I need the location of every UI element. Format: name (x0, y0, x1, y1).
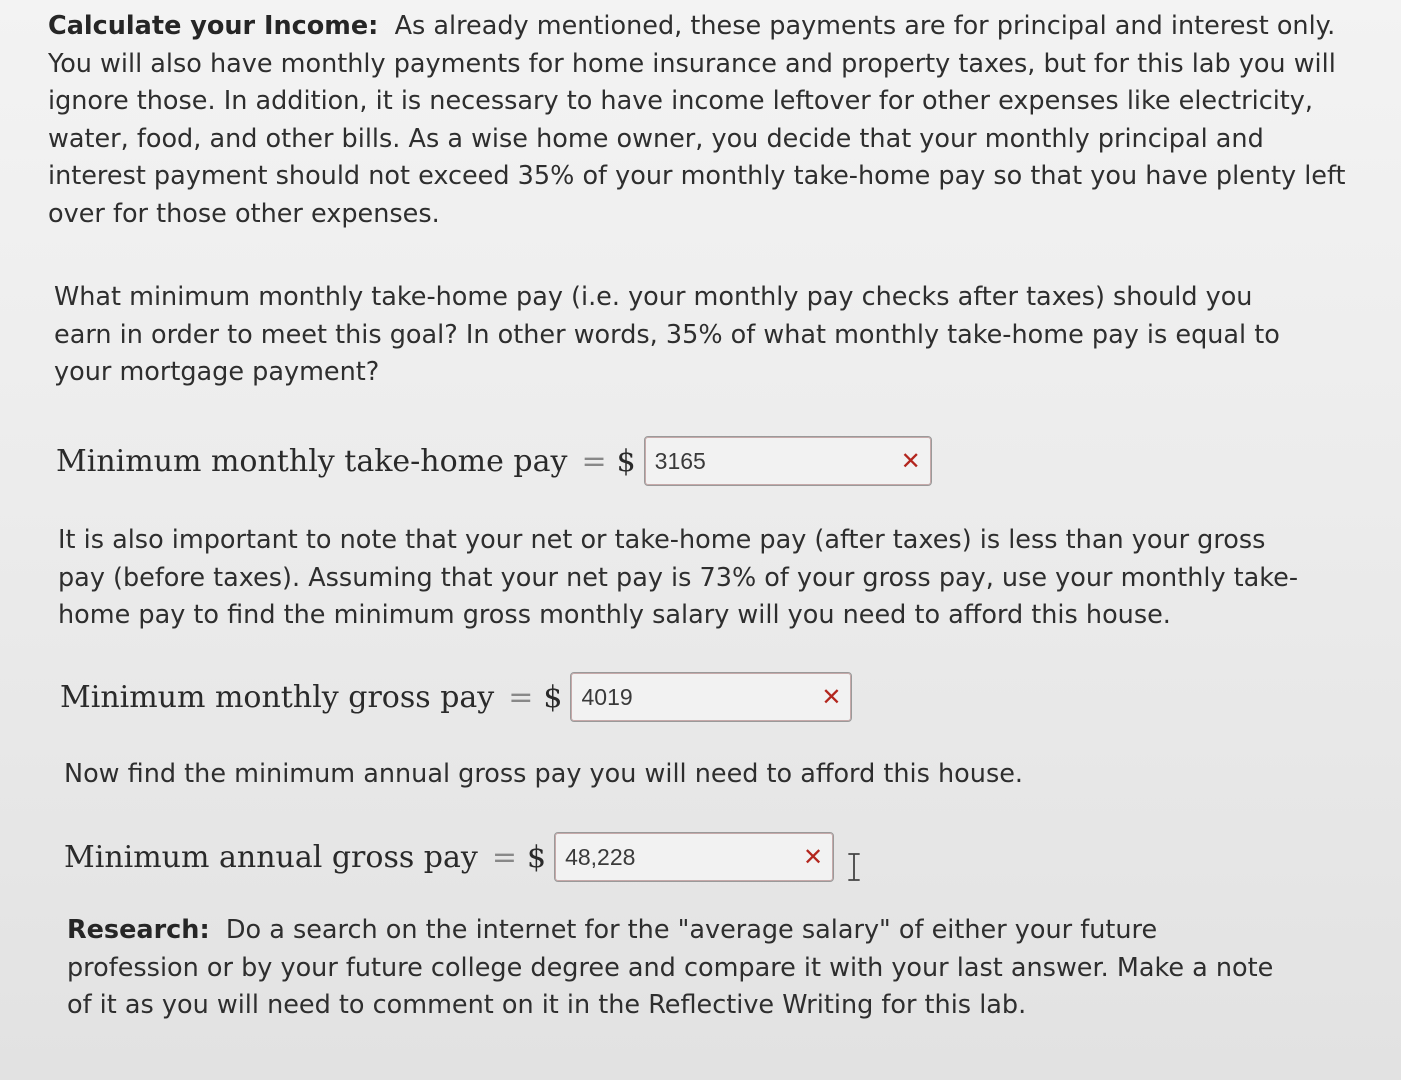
take-home-pay-value: 3165 (654, 447, 706, 474)
research-paragraph (67, 912, 1287, 1025)
take-home-pay-row (56, 436, 932, 486)
take-home-pay-input[interactable] (644, 436, 932, 486)
intro-paragraph (48, 8, 1348, 233)
monthly-gross-pay-input[interactable] (570, 672, 852, 722)
monthly-gross-pay-label: Minimum monthly gross pay (60, 679, 495, 715)
question3-text: Now find the minimum annual gross pay you will need to afford this house. (64, 759, 1024, 789)
monthly-gross-pay-value: 4019 (581, 683, 633, 710)
x-mark-icon: ✕ (802, 843, 824, 871)
annual-gross-pay-input[interactable] (554, 832, 834, 882)
text-cursor-icon (846, 852, 862, 882)
research-text: Do a search on the internet for the "average salary" of either your future profession or by your future college degree and compare it with your last answer. Make a note of it as you will need to comment on it in the Reflective Writing for this lab. (67, 915, 1274, 1020)
intro-heading: Calculate your Income: (48, 11, 379, 41)
take-home-pay-label: Minimum monthly take-home pay (56, 443, 568, 479)
research-heading: Research: (67, 915, 210, 945)
x-mark-icon: ✕ (821, 683, 842, 711)
question2-text: It is also important to note that your net or take-home pay (after taxes) is less than your gross pay (before taxes). Assuming that your net pay is 73% of your gross pay, use your monthly take-home pay to find the minimum gross monthly salary will you need to afford this house. (58, 525, 1299, 630)
currency-symbol: $ (543, 679, 563, 715)
x-mark-icon: ✕ (900, 447, 921, 475)
monthly-gross-pay-row (60, 672, 852, 722)
annual-gross-pay-row (64, 832, 834, 882)
intro-text: As already mentioned, these payments are for principal and interest only. You will also have monthly payments for home insurance and property taxes, but for this lab you will ignore those. In addition, it is necessary to have income leftover for other expenses like electricity, water, food, and other bills. As a wise home owner, you decide that your monthly principal and interest payment should not exceed 35% of your monthly take-home pay so that you have plenty left over for those other expenses. (48, 11, 1346, 229)
currency-symbol: $ (616, 443, 636, 479)
currency-symbol: $ (526, 839, 547, 875)
equals-sign: = (581, 443, 607, 479)
equals-sign: = (508, 679, 534, 715)
annual-gross-pay-value: 48,228 (565, 843, 636, 870)
question1-text: What minimum monthly take-home pay (i.e. your monthly pay checks after taxes) should you earn in order to meet this goal? In other words, 35% of what monthly take-home pay is equal to your mortgage payment? (54, 282, 1280, 387)
equals-sign: = (491, 839, 517, 875)
annual-gross-pay-label: Minimum annual gross pay (64, 839, 478, 875)
